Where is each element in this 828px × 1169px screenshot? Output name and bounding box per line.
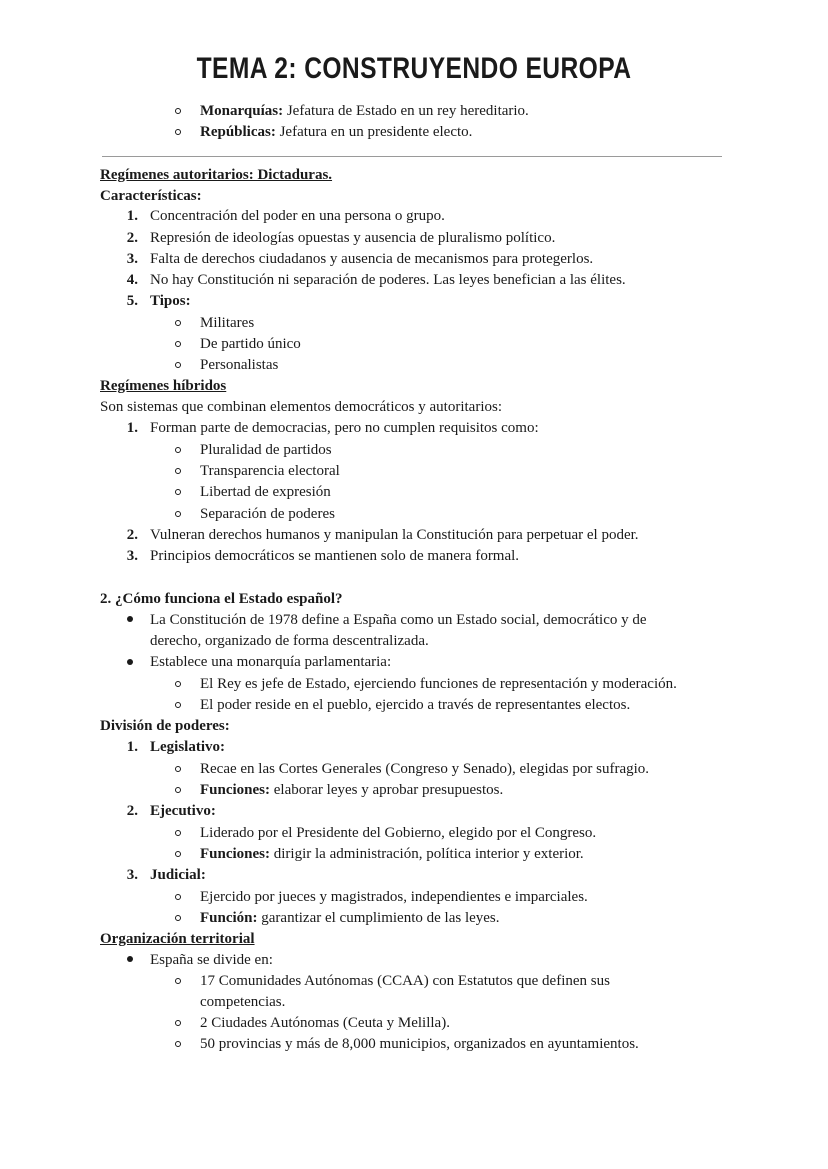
hollow-bullet-icon xyxy=(175,341,181,347)
list-item: No hay Constitución ni separación de poderes. Las leyes benefician a las élites. xyxy=(150,272,626,288)
list-item: España se divide en: xyxy=(150,952,273,968)
list-item: El poder reside en el pueblo, ejercido a través de representantes electos. xyxy=(200,697,631,713)
list-item: Pluralidad de partidos xyxy=(200,442,332,458)
list-number: 1. xyxy=(126,420,138,436)
hollow-bullet-icon xyxy=(175,830,181,836)
list-item: Liderado por el Presidente del Gobierno, elegido por el Congreso. xyxy=(200,825,597,841)
list-item: Militares xyxy=(200,315,255,331)
hollow-bullet-icon xyxy=(175,320,181,326)
hollow-bullet-icon xyxy=(175,787,181,793)
hollow-bullet-icon xyxy=(175,915,181,921)
list-item: Represión de ideologías opuestas y ausencia de pluralismo político. xyxy=(150,230,556,246)
list-item: Función: garantizar el cumplimiento de las leyes. xyxy=(200,910,500,926)
list-item: Funciones: elaborar leyes y aprobar presupuestos. xyxy=(200,782,504,798)
section-heading: Regímenes híbridos xyxy=(100,378,227,394)
filled-bullet-icon xyxy=(127,659,133,665)
list-item: Judicial: xyxy=(150,867,206,883)
list-number: 2. xyxy=(126,803,138,819)
hollow-bullet-icon xyxy=(175,468,181,474)
hollow-bullet-icon xyxy=(175,1020,181,1026)
list-number: 1. xyxy=(126,739,138,755)
list-item: Recae en las Cortes Generales (Congreso y Senado), elegidas por sufragio. xyxy=(200,761,650,777)
list-number: 3. xyxy=(126,867,138,883)
list-item: De partido único xyxy=(200,336,301,352)
list-item: Funciones: dirigir la administración, política interior y exterior. xyxy=(200,846,584,862)
section-heading: División de poderes: xyxy=(100,718,230,734)
hollow-bullet-icon xyxy=(175,681,181,687)
list-item-continuation: competencias. xyxy=(200,994,286,1010)
list-item: Monarquías: Jefatura de Estado en un rey hereditario. xyxy=(200,103,529,119)
list-item: Tipos: xyxy=(150,293,191,309)
page-title: TEMA 2: CONSTRUYENDO EUROPA xyxy=(196,52,632,85)
section-heading: Organización territorial xyxy=(100,931,255,947)
hollow-bullet-icon xyxy=(175,447,181,453)
hollow-bullet-icon xyxy=(175,129,181,135)
list-number: 3. xyxy=(126,251,138,267)
list-item: Principios democráticos se mantienen solo de manera formal. xyxy=(150,548,520,564)
list-item: La Constitución de 1978 define a España como un Estado social, democrático y de xyxy=(150,612,647,628)
list-number: 3. xyxy=(126,548,138,564)
list-item: Libertad de expresión xyxy=(200,484,331,500)
list-item: Repúblicas: Jefatura en un presidente electo. xyxy=(200,124,473,140)
list-item: Concentración del poder en una persona o grupo. xyxy=(150,208,445,224)
hollow-bullet-icon xyxy=(175,362,181,368)
hollow-bullet-icon xyxy=(175,489,181,495)
paragraph: Son sistemas que combinan elementos democráticos y autoritarios: xyxy=(100,399,502,415)
list-item: Establece una monarquía parlamentaria: xyxy=(150,654,392,670)
list-item-continuation: derecho, organizado de forma descentralizada. xyxy=(150,633,429,649)
list-item: Forman parte de democracias, pero no cumplen requisitos como: xyxy=(150,420,539,436)
hollow-bullet-icon xyxy=(175,766,181,772)
list-item: Legislativo: xyxy=(150,739,225,755)
list-item: Vulneran derechos humanos y manipulan la Constitución para perpetuar el poder. xyxy=(150,527,639,543)
list-item: El Rey es jefe de Estado, ejerciendo funciones de representación y moderación. xyxy=(200,676,677,692)
list-number: 5. xyxy=(126,293,138,309)
list-item: Personalistas xyxy=(200,357,279,373)
list-item: Ejercido por jueces y magistrados, independientes e imparciales. xyxy=(200,889,588,905)
list-item: Transparencia electoral xyxy=(200,463,340,479)
filled-bullet-icon xyxy=(127,956,133,962)
list-number: 1. xyxy=(126,208,138,224)
subheading: Características: xyxy=(100,188,202,204)
filled-bullet-icon xyxy=(127,616,133,622)
list-item: 50 provincias y más de 8,000 municipios, organizados en ayuntamientos. xyxy=(200,1036,639,1052)
hollow-bullet-icon xyxy=(175,894,181,900)
list-number: 2. xyxy=(126,527,138,543)
list-item: Falta de derechos ciudadanos y ausencia de mecanismos para protegerlos. xyxy=(150,251,594,267)
hollow-bullet-icon xyxy=(175,511,181,517)
list-item: Ejecutivo: xyxy=(150,803,216,819)
list-number: 4. xyxy=(126,272,138,288)
hollow-bullet-icon xyxy=(175,851,181,857)
hollow-bullet-icon xyxy=(175,702,181,708)
list-item: 17 Comunidades Autónomas (CCAA) con Estatutos que definen sus xyxy=(200,973,610,989)
section-heading: 2. ¿Cómo funciona el Estado español? xyxy=(100,591,343,607)
divider xyxy=(102,156,722,157)
list-item: Separación de poderes xyxy=(200,506,335,522)
list-number: 2. xyxy=(126,230,138,246)
hollow-bullet-icon xyxy=(175,978,181,984)
hollow-bullet-icon xyxy=(175,108,181,114)
section-heading: Regímenes autoritarios: Dictaduras. xyxy=(100,167,333,183)
hollow-bullet-icon xyxy=(175,1041,181,1047)
list-item: 2 Ciudades Autónomas (Ceuta y Melilla). xyxy=(200,1015,450,1031)
